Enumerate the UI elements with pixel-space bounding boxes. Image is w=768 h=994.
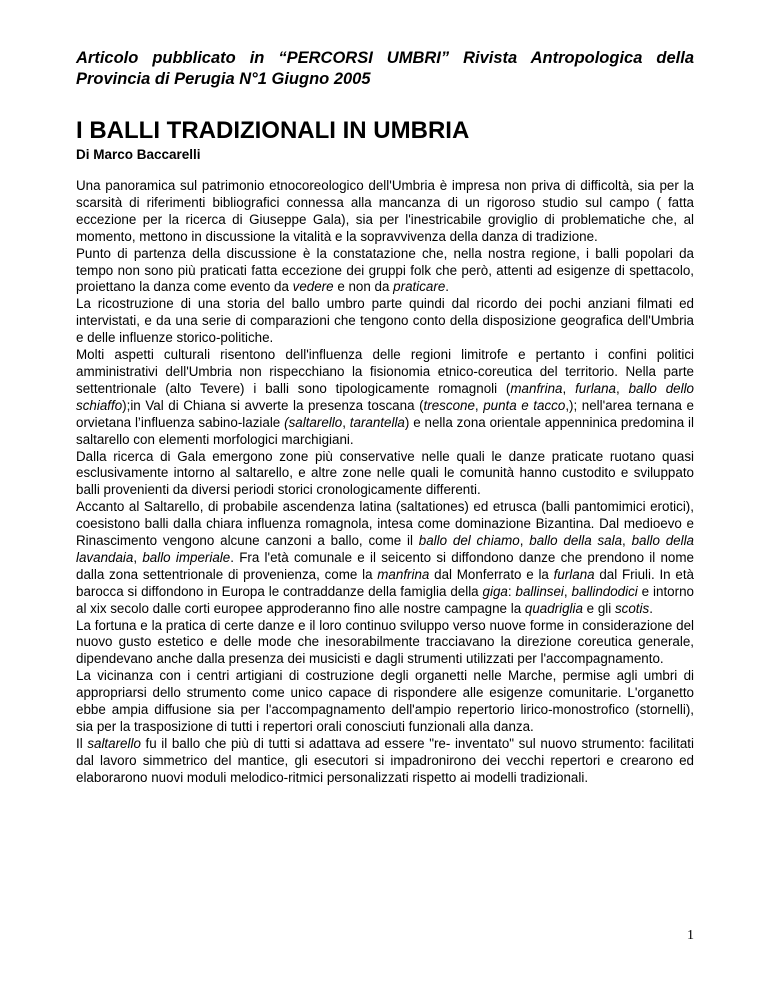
paragraph-9: Il saltarello fu il ballo che più di tutti si adattava ad essere "re- inventato" sul nuovo strumento: facilitati dal lavoro simmetrico del mantice, gli esecutori si impadronirono dei vecchi repertori e crearono ed elaborarono nuovi moduli melodico-ritmici personalizzati rispetto ai modelli tradizionali. — [76, 735, 694, 785]
paragraph-8: La vicinanza con i centri artigiani di costruzione degli organetti nelle Marche, permise agli umbri di appropriarsi dello strumento come unico capace di rispondere alle esigenze comunitarie. L'organetto ebbe ampia diffusione sia per l'accompagnamento dell'ampio repertorio lirico-monostrofico (stornelli), sia per la trasposizione di tutti i repertori orali conosciuti funzionali alla danza. — [76, 668, 694, 734]
page-number: 1 — [687, 928, 694, 943]
paragraph-1: Una panoramica sul patrimonio etnocoreologico dell'Umbria è impresa non priva di difficoltà, sia per la scarsità di riferimenti bibliografici connessa alla mancanza di un rigoroso studio sul campo ( fatta eccezione per la ricerca di Giuseppe Gala), sia per l'inestricabile groviglio di problematiche che, al momento, mettono in discussione la vitalità e la sopravvivenza della danza di tradizione. — [76, 178, 694, 244]
publication-header: Articolo pubblicato in “PERCORSI UMBRI” Rivista Antropologica della Provincia di Perugia N°1 Giugno 2005 — [76, 49, 694, 88]
paragraph-2: Punto di partenza della discussione è la constatazione che, nella nostra regione, i balli popolari da tempo non sono più praticati fatta eccezione dei gruppi folk che però, attenti ad esigenze di spettacolo, proiettano la danza come evento da vedere e non da praticare. — [76, 245, 694, 295]
paragraph-7: La fortuna e la pratica di certe danze e il loro continuo sviluppo verso nuove forme in considerazione del nuovo gusto estetico e delle mode che inesorabilmente tracciavano la direzione coreutica generale, dipendevano anche dalla presenza dei musicisti e dagli strumenti utilizzati per l'accompagnamento. — [76, 617, 694, 667]
paragraph-5: Dalla ricerca di Gala emergono zone più conservative nelle quali le danze praticate ruotano quasi esclusivamente intorno al saltarello, e altre zone nelle quali le comunità hanno custodito e sviluppato balli provenienti da diversi periodi storici cronologicamente differenti. — [76, 448, 694, 498]
article-author: Di Marco Baccarelli — [76, 147, 201, 162]
paragraph-4: Molti aspetti culturali risentono dell'influenza delle regioni limitrofe e pertanto i confini politici amministrativi dell'Umbria non rispecchiano la fisionomia etnico-coreutica del territorio. Nella parte settentrionale (alto Tevere) i balli sono tipologicamente romagnoli (manfrina, furlana, ballo dello schiaffo);in Val di Chiana si avverte la presenza toscana (trescone, punta e tacco,); nell'area ternana e orvietana l’influenza sabino-laziale (saltarello, tarantella) e nella zona orientale appenninica predomina il saltarello con elementi morfologici marchigiani. — [76, 347, 694, 447]
article-title: I BALLI TRADIZIONALI IN UMBRIA — [76, 117, 470, 144]
paragraph-3: La ricostruzione di una storia del ballo umbro parte quindi dal ricordo dei pochi anziani filmati ed intervistati, e da una serie di comparazioni che tengono conto della disposizione geografica dell'Umbria e delle influenze storico-politiche. — [76, 296, 694, 346]
article-body — [76, 178, 694, 787]
paragraph-6: Accanto al Saltarello, di probabile ascendenza latina (saltationes) ed etrusca (balli pantomimici erotici), coesistono balli dalla chiara influenza romagnola, intesa come dominazione Bizantina. Dal medioevo e Rinascimento vengono alcune canzoni a ballo, come il ballo del chiamo, ballo della sala, ballo della lavandaia, ballo imperiale. Fra l'età comunale e il seicento si diffondono danze che prendono il nome dalla zona settentrionale di provenienza, come la manfrina dal Monferrato e la furlana dal Friuli. In età barocca si diffondono in Europa le contraddanze della famiglia della giga: ballinsei, ballindodici e intorno al xix secolo dalle corti europee approderanno fino alle nostre campagne la quadriglia e gli scotis. — [76, 499, 694, 616]
